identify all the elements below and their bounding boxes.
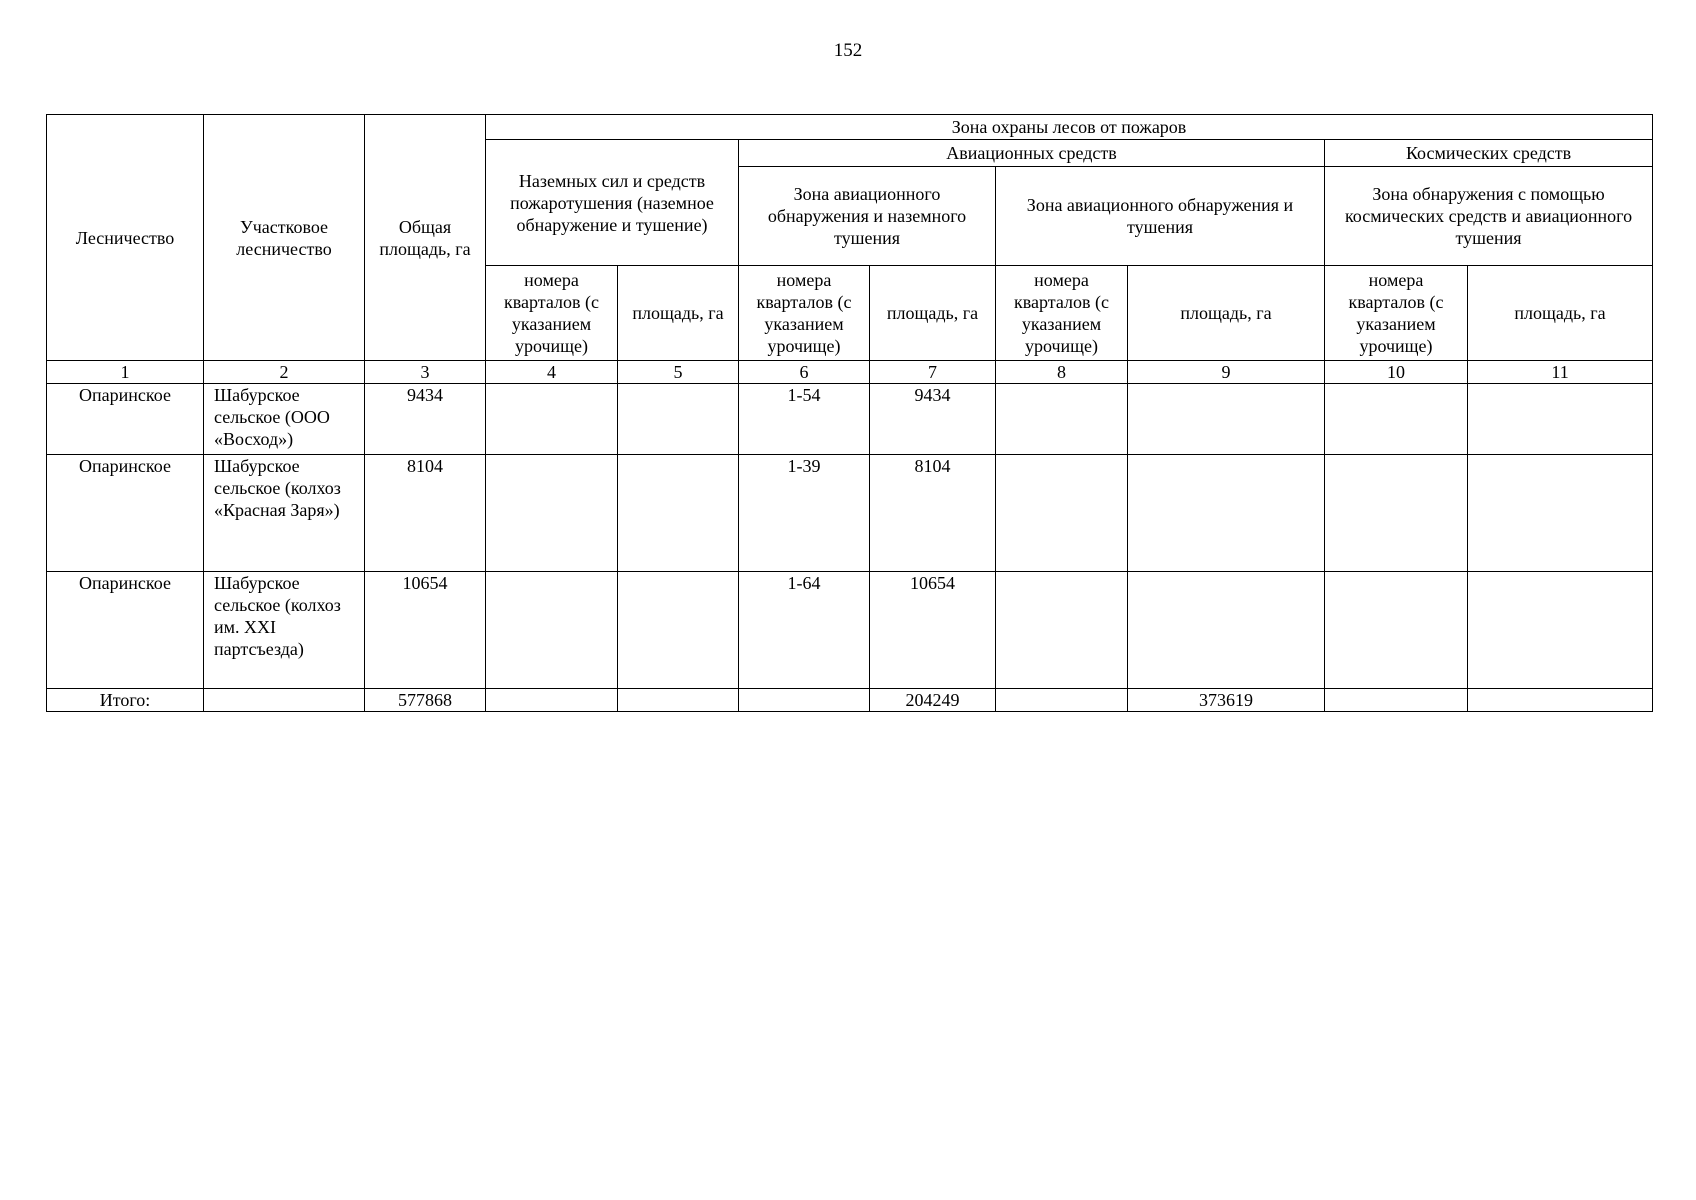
cell-space-quarters	[1325, 572, 1468, 689]
header-quarters-aviation-detection: номера кварталов (с указанием урочище)	[996, 266, 1128, 361]
cell-district: Шабурское сельское (ООО «Восход»)	[204, 384, 365, 455]
total-aviation-ground-quarters	[739, 689, 870, 712]
cell-ground-quarters	[486, 384, 618, 455]
cell-forestry: Опаринское	[47, 572, 204, 689]
column-number: 2	[204, 361, 365, 384]
column-number: 6	[739, 361, 870, 384]
header-aviation-detection-zone: Зона авиационного обнаружения и тушения	[996, 167, 1325, 266]
cell-aviation-ground-quarters: 1-39	[739, 455, 870, 572]
cell-space-area	[1468, 455, 1653, 572]
column-number: 5	[618, 361, 739, 384]
cell-aviation-detection-area	[1128, 384, 1325, 455]
cell-total-area: 8104	[365, 455, 486, 572]
header-aviation-ground-zone: Зона авиационного обнаружения и наземного тушения	[739, 167, 996, 266]
total-space-area	[1468, 689, 1653, 712]
total-ground-quarters	[486, 689, 618, 712]
cell-aviation-detection-quarters	[996, 572, 1128, 689]
header-total-area: Общая площадь, га	[365, 115, 486, 361]
cell-aviation-detection-area	[1128, 572, 1325, 689]
header-space-detection-zone: Зона обнаружения с помощью космических средств и авиационного тушения	[1325, 167, 1653, 266]
cell-ground-area	[618, 572, 739, 689]
total-district	[204, 689, 365, 712]
header-area-aviation-ground: площадь, га	[870, 266, 996, 361]
cell-district: Шабурское сельское (колхоз «Красная Заря»)	[204, 455, 365, 572]
cell-aviation-ground-quarters: 1-54	[739, 384, 870, 455]
header-quarters-space: номера кварталов (с указанием урочище)	[1325, 266, 1468, 361]
total-aviation-detection-area: 373619	[1128, 689, 1325, 712]
header-area-space: площадь, га	[1468, 266, 1653, 361]
header-area-ground: площадь, га	[618, 266, 739, 361]
total-ground-area	[618, 689, 739, 712]
column-number: 7	[870, 361, 996, 384]
cell-space-area	[1468, 572, 1653, 689]
header-area-aviation-detection: площадь, га	[1128, 266, 1325, 361]
cell-aviation-detection-area	[1128, 455, 1325, 572]
header-ground-forces: Наземных сил и средств пожаротушения (наземное обнаружение и тушение)	[486, 140, 739, 266]
header-aviation: Авиационных средств	[739, 140, 1325, 167]
total-aviation-detection-quarters	[996, 689, 1128, 712]
cell-ground-quarters	[486, 455, 618, 572]
cell-forestry: Опаринское	[47, 455, 204, 572]
total-label: Итого:	[47, 689, 204, 712]
column-numbers-row	[47, 361, 1653, 384]
cell-district: Шабурское сельское (колхоз им. XXI партсъезда)	[204, 572, 365, 689]
cell-total-area: 10654	[365, 572, 486, 689]
header-space: Космических средств	[1325, 140, 1653, 167]
cell-aviation-ground-area: 9434	[870, 384, 996, 455]
cell-ground-area	[618, 455, 739, 572]
cell-aviation-ground-area: 10654	[870, 572, 996, 689]
header-quarters-aviation-ground: номера кварталов (с указанием урочище)	[739, 266, 870, 361]
column-number: 8	[996, 361, 1128, 384]
header-row-1	[47, 115, 1653, 140]
column-number: 1	[47, 361, 204, 384]
header-district-forestry: Участковое лесничество	[204, 115, 365, 361]
cell-space-quarters	[1325, 384, 1468, 455]
cell-ground-area	[618, 384, 739, 455]
total-space-quarters	[1325, 689, 1468, 712]
page-number: 152	[833, 40, 863, 61]
table-row	[47, 572, 1653, 689]
cell-space-area	[1468, 384, 1653, 455]
cell-aviation-ground-area: 8104	[870, 455, 996, 572]
header-forestry: Лесничество	[47, 115, 204, 361]
column-number: 4	[486, 361, 618, 384]
cell-forestry: Опаринское	[47, 384, 204, 455]
column-number: 3	[365, 361, 486, 384]
cell-ground-quarters	[486, 572, 618, 689]
total-row	[47, 689, 1653, 712]
header-quarters-ground: номера кварталов (с указанием урочище)	[486, 266, 618, 361]
table-row	[47, 384, 1653, 455]
column-number: 10	[1325, 361, 1468, 384]
column-number: 9	[1128, 361, 1325, 384]
fire-protection-zones-table	[46, 114, 1653, 712]
table-row	[47, 455, 1653, 572]
cell-aviation-ground-quarters: 1-64	[739, 572, 870, 689]
total-aviation-ground-area: 204249	[870, 689, 996, 712]
header-fire-zone: Зона охраны лесов от пожаров	[486, 115, 1653, 140]
total-area: 577868	[365, 689, 486, 712]
cell-aviation-detection-quarters	[996, 455, 1128, 572]
column-number: 11	[1468, 361, 1653, 384]
cell-total-area: 9434	[365, 384, 486, 455]
cell-space-quarters	[1325, 455, 1468, 572]
cell-aviation-detection-quarters	[996, 384, 1128, 455]
